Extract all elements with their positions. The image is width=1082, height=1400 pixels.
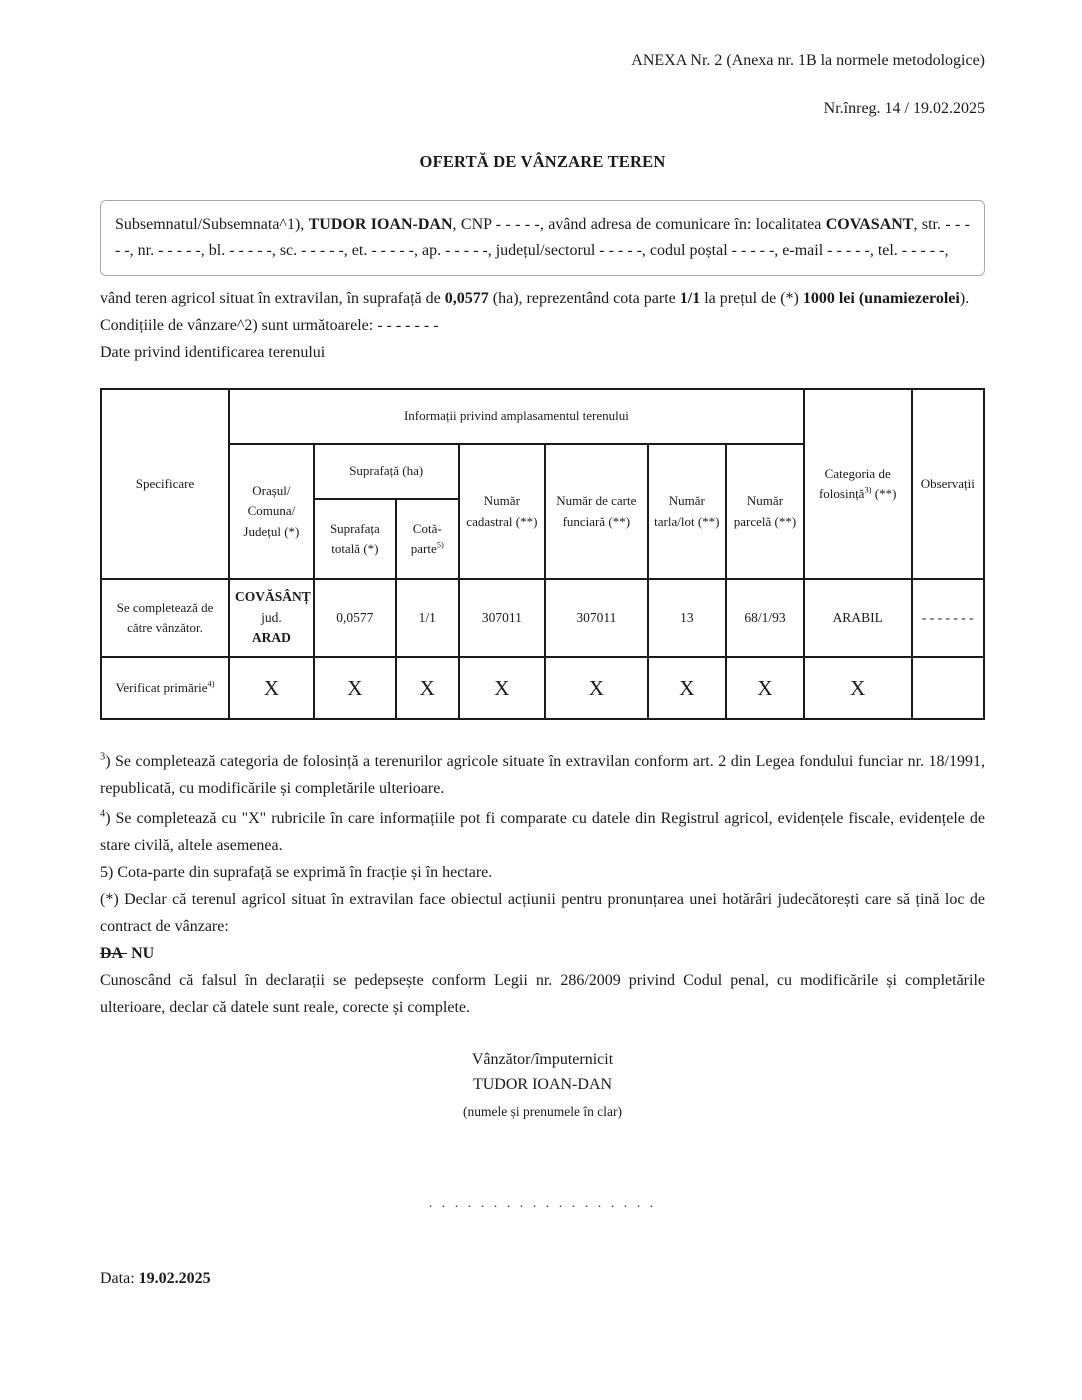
footnote-3-superscript: 3	[100, 751, 106, 763]
cell-cota: 1/1	[396, 579, 459, 657]
sale-text-4: (	[854, 290, 865, 307]
col-header-info-span: Informații privind amplasamentul terenului	[229, 389, 804, 444]
declarant-name: TUDOR IOAN-DAN	[308, 216, 453, 233]
cell-cadastral: 307011	[459, 579, 546, 657]
sale-area-value: 0,0577	[444, 290, 489, 307]
land-identification-heading: Date privind identificarea terenului	[100, 344, 326, 361]
verify-mark-tarla: X	[648, 657, 727, 719]
date-label: Data:	[100, 1270, 139, 1287]
declarant-address-rest: , str. - - - - -, nr. - - - - -, bl. - - - - -, sc. - - - - -, et. - - - - -, ap. - - - - -, județul/sectorul - - - - -, codul poștal - - - - -, e-mail - - - - -, tel. - - - - -,	[115, 216, 971, 259]
col-header-nr-parcela: Număr parcelă (**)	[726, 444, 804, 579]
verify-mark-carte: X	[545, 657, 647, 719]
signature-name: TUDOR IOAN-DAN	[472, 1076, 613, 1093]
table-row-primarie	[101, 657, 984, 719]
verify-mark-cadastral: X	[459, 657, 546, 719]
col-header-suprafata-totala: Suprafața totală (*)	[314, 499, 396, 579]
footnote-star: (*) Declar că terenul agricol situat în extravilan face obiectul acțiunii pentru pronunțarea unei hotărâri judecătorești care să țină loc de contract de vânzare:	[100, 891, 985, 935]
cota-parte-superscript: 5)	[436, 539, 444, 550]
footnote-4	[100, 805, 985, 859]
sale-text-2: (ha), reprezentând cota parte	[488, 290, 680, 307]
oras-name: COVĂSÂNȚ	[235, 588, 311, 604]
signature-block	[100, 1047, 985, 1124]
page-title: OFERTĂ DE VÂNZARE TEREN	[419, 152, 666, 171]
sale-text-1: vând teren agricol situat în extravilan, în suprafață de	[100, 290, 445, 307]
cell-carte: 307011	[545, 579, 647, 657]
categoria-label: Categoria de folosință	[818, 465, 891, 501]
footnote-3-text: ) Se completează categoria de folosință a terenurilor agricole situate în extravilan conform art. 2 din Legea fondului funciar nr. 18/1991, republicată, cu modificările și completările ulterioare.	[100, 753, 985, 797]
cell-tarla: 13	[648, 579, 727, 657]
col-header-specificare: Specificare	[101, 389, 229, 579]
col-header-cota-parte	[396, 499, 459, 579]
declarant-locality: COVASANT	[825, 216, 914, 233]
table-row-vanzator	[101, 579, 984, 657]
verify-mark-oras: X	[229, 657, 314, 719]
sale-paragraph	[100, 285, 985, 312]
footnote-4-text: ) Se completează cu "X" rubricile în care informațiile pot fi comparate cu datele din Registrul agricol, evidențele fiscale, evidențele de stare civilă, altele asemenea.	[100, 810, 985, 854]
categoria-suffix: (**)	[871, 486, 897, 501]
cell-categoria: ARABIL	[804, 579, 912, 657]
cell-oras	[229, 579, 314, 657]
row-label-primarie	[101, 657, 229, 719]
footnote-5: 5) Cota-parte din suprafață se exprimă în fracție și în hectare.	[100, 864, 493, 881]
primarie-superscript: 4)	[207, 678, 215, 689]
verify-mark-categoria: X	[804, 657, 912, 719]
verify-mark-cota: X	[396, 657, 459, 719]
sale-share-value: 1/1	[679, 290, 701, 307]
col-header-nr-carte: Număr de carte funciară (**)	[545, 444, 647, 579]
col-header-nr-cadastral: Număr cadastral (**)	[459, 444, 546, 579]
footnote-3	[100, 748, 985, 802]
date-value: 19.02.2025	[138, 1270, 211, 1287]
col-header-categoria	[804, 389, 912, 579]
nu-option: NU	[131, 945, 155, 962]
land-identification-table	[100, 388, 985, 720]
declarant-after-name: , CNP - - - - -, având adresa de comunicare în: localitatea	[452, 216, 826, 233]
annex-heading: ANEXA Nr. 2 (Anexa nr. 1B la normele metodologice)	[631, 52, 985, 69]
sale-conditions-line: Condițiile de vânzare^2) sunt următoarele: - - - - - - -	[100, 317, 439, 334]
verify-mark-observatii	[912, 657, 984, 719]
col-header-nr-tarla: Număr tarla/lot (**)	[648, 444, 727, 579]
oras-jud-label: jud.	[261, 609, 282, 625]
cota-parte-label: Cotă-parte	[410, 520, 442, 556]
registration-number: Nr.înreg. 14 / 19.02.2025	[823, 100, 985, 117]
row-label-vanzator: Se completează de către vânzător.	[101, 579, 229, 657]
signature-note: (numele și prenumele în clar)	[463, 1104, 622, 1119]
col-header-suprafata-group: Suprafață (ha)	[314, 444, 459, 499]
cell-suprafata: 0,0577	[314, 579, 396, 657]
verify-mark-parcela: X	[726, 657, 804, 719]
cell-observatii: - - - - - - -	[912, 579, 984, 657]
date-line	[100, 1270, 985, 1288]
da-nu-line	[100, 940, 985, 967]
sale-text-5: ).	[959, 290, 970, 307]
col-header-observatii: Observații	[912, 389, 984, 579]
sale-price-words: unamiezerolei	[864, 290, 960, 307]
sale-price-value: 1000 lei	[802, 290, 855, 307]
declarant-info-box	[100, 200, 985, 276]
primarie-label: Verificat primărie	[115, 679, 208, 695]
col-header-oras: Orașul/ Comuna/ Județul (*)	[229, 444, 314, 579]
signature-dotted-line: . . . . . . . . . . . . . . . . . .	[428, 1196, 657, 1211]
sale-text-3: la prețul de (*)	[700, 290, 803, 307]
footnotes-section	[100, 748, 985, 1021]
da-option-struck: DA	[100, 945, 128, 962]
oras-judet: ARAD	[251, 630, 291, 646]
cell-parcela: 68/1/93	[726, 579, 804, 657]
verify-mark-suprafata: X	[314, 657, 396, 719]
footnote-4-superscript: 4	[100, 808, 106, 820]
categoria-superscript: 3)	[864, 484, 872, 495]
declaration-paragraph: Cunoscând că falsul în declarații se pedepsește conform Legii nr. 286/2009 privind Codul penal, cu modificările și completările ulterioare, declar că datele sunt reale, corecte și complete.	[100, 972, 985, 1016]
declarant-prefix: Subsemnatul/Subsemnata^1),	[115, 216, 309, 233]
signature-role: Vânzător/împuternicit	[471, 1051, 614, 1068]
